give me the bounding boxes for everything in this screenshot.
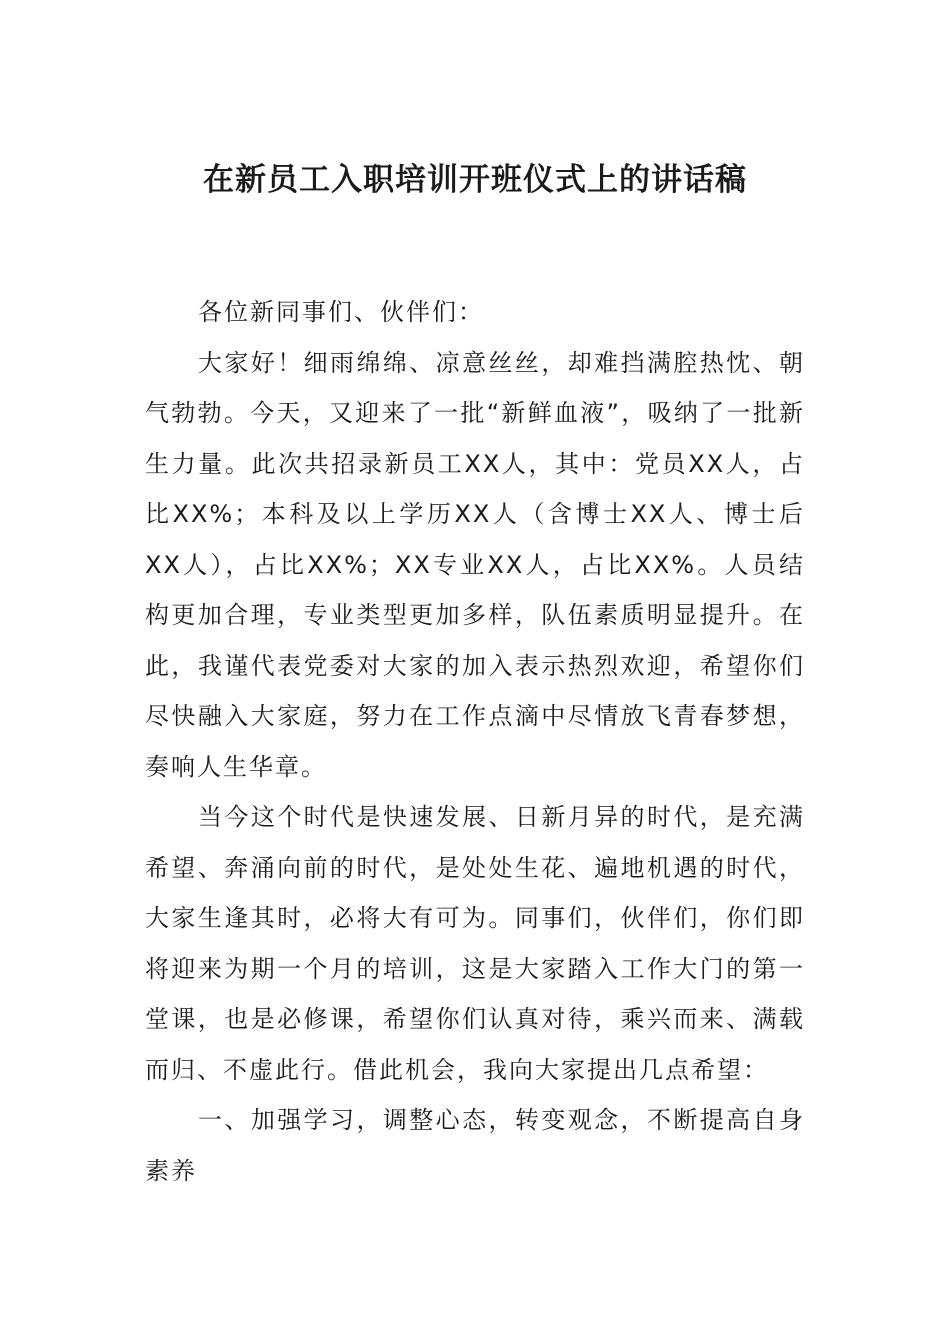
opening-paragraph: 大家好！细雨绵绵、凉意丝丝，却难挡满腔热忱、朝气勃勃。今天，又迎来了一批“新鲜血液”，吸纳了一批新生力量。此次共招录新员工XX人，其中：党员XX人，占比XX%；本科及以上学历XX人（含博士XX人、博士后XX人），占比XX%；XX专业XX人，占比XX%。人员结构更加合理，专业类型更加多样，队伍素质明显提升。在此，我谨代表党委对大家的加入表示热烈欢迎，希望你们尽快融入大家庭，努力在工作点滴中尽情放飞青春梦想，奏响人生华章。 bbox=[145, 348, 805, 781]
document-title: 在新员工入职培训开班仪式上的讲话稿 bbox=[203, 162, 747, 198]
section-heading-1: 一、加强学习，调整心态，转变观念，不断提高自身素养 bbox=[145, 1106, 805, 1185]
document-body bbox=[145, 287, 805, 1196]
salutation-paragraph: 各位新同事们、伙伴们： bbox=[198, 298, 484, 326]
era-paragraph: 当今这个时代是快速发展、日新月异的时代，是充满希望、奔涌向前的时代，是处处生花、遍地机遇的时代，大家生逢其时，必将大有可为。同事们，伙伴们，你们即将迎来为期一个月的培训，这是大家踏入工作大门的第一堂课，也是必修课，希望你们认真对待，乘兴而来、满载而归、不虚此行。借此机会，我向大家提出几点希望： bbox=[145, 803, 805, 1084]
